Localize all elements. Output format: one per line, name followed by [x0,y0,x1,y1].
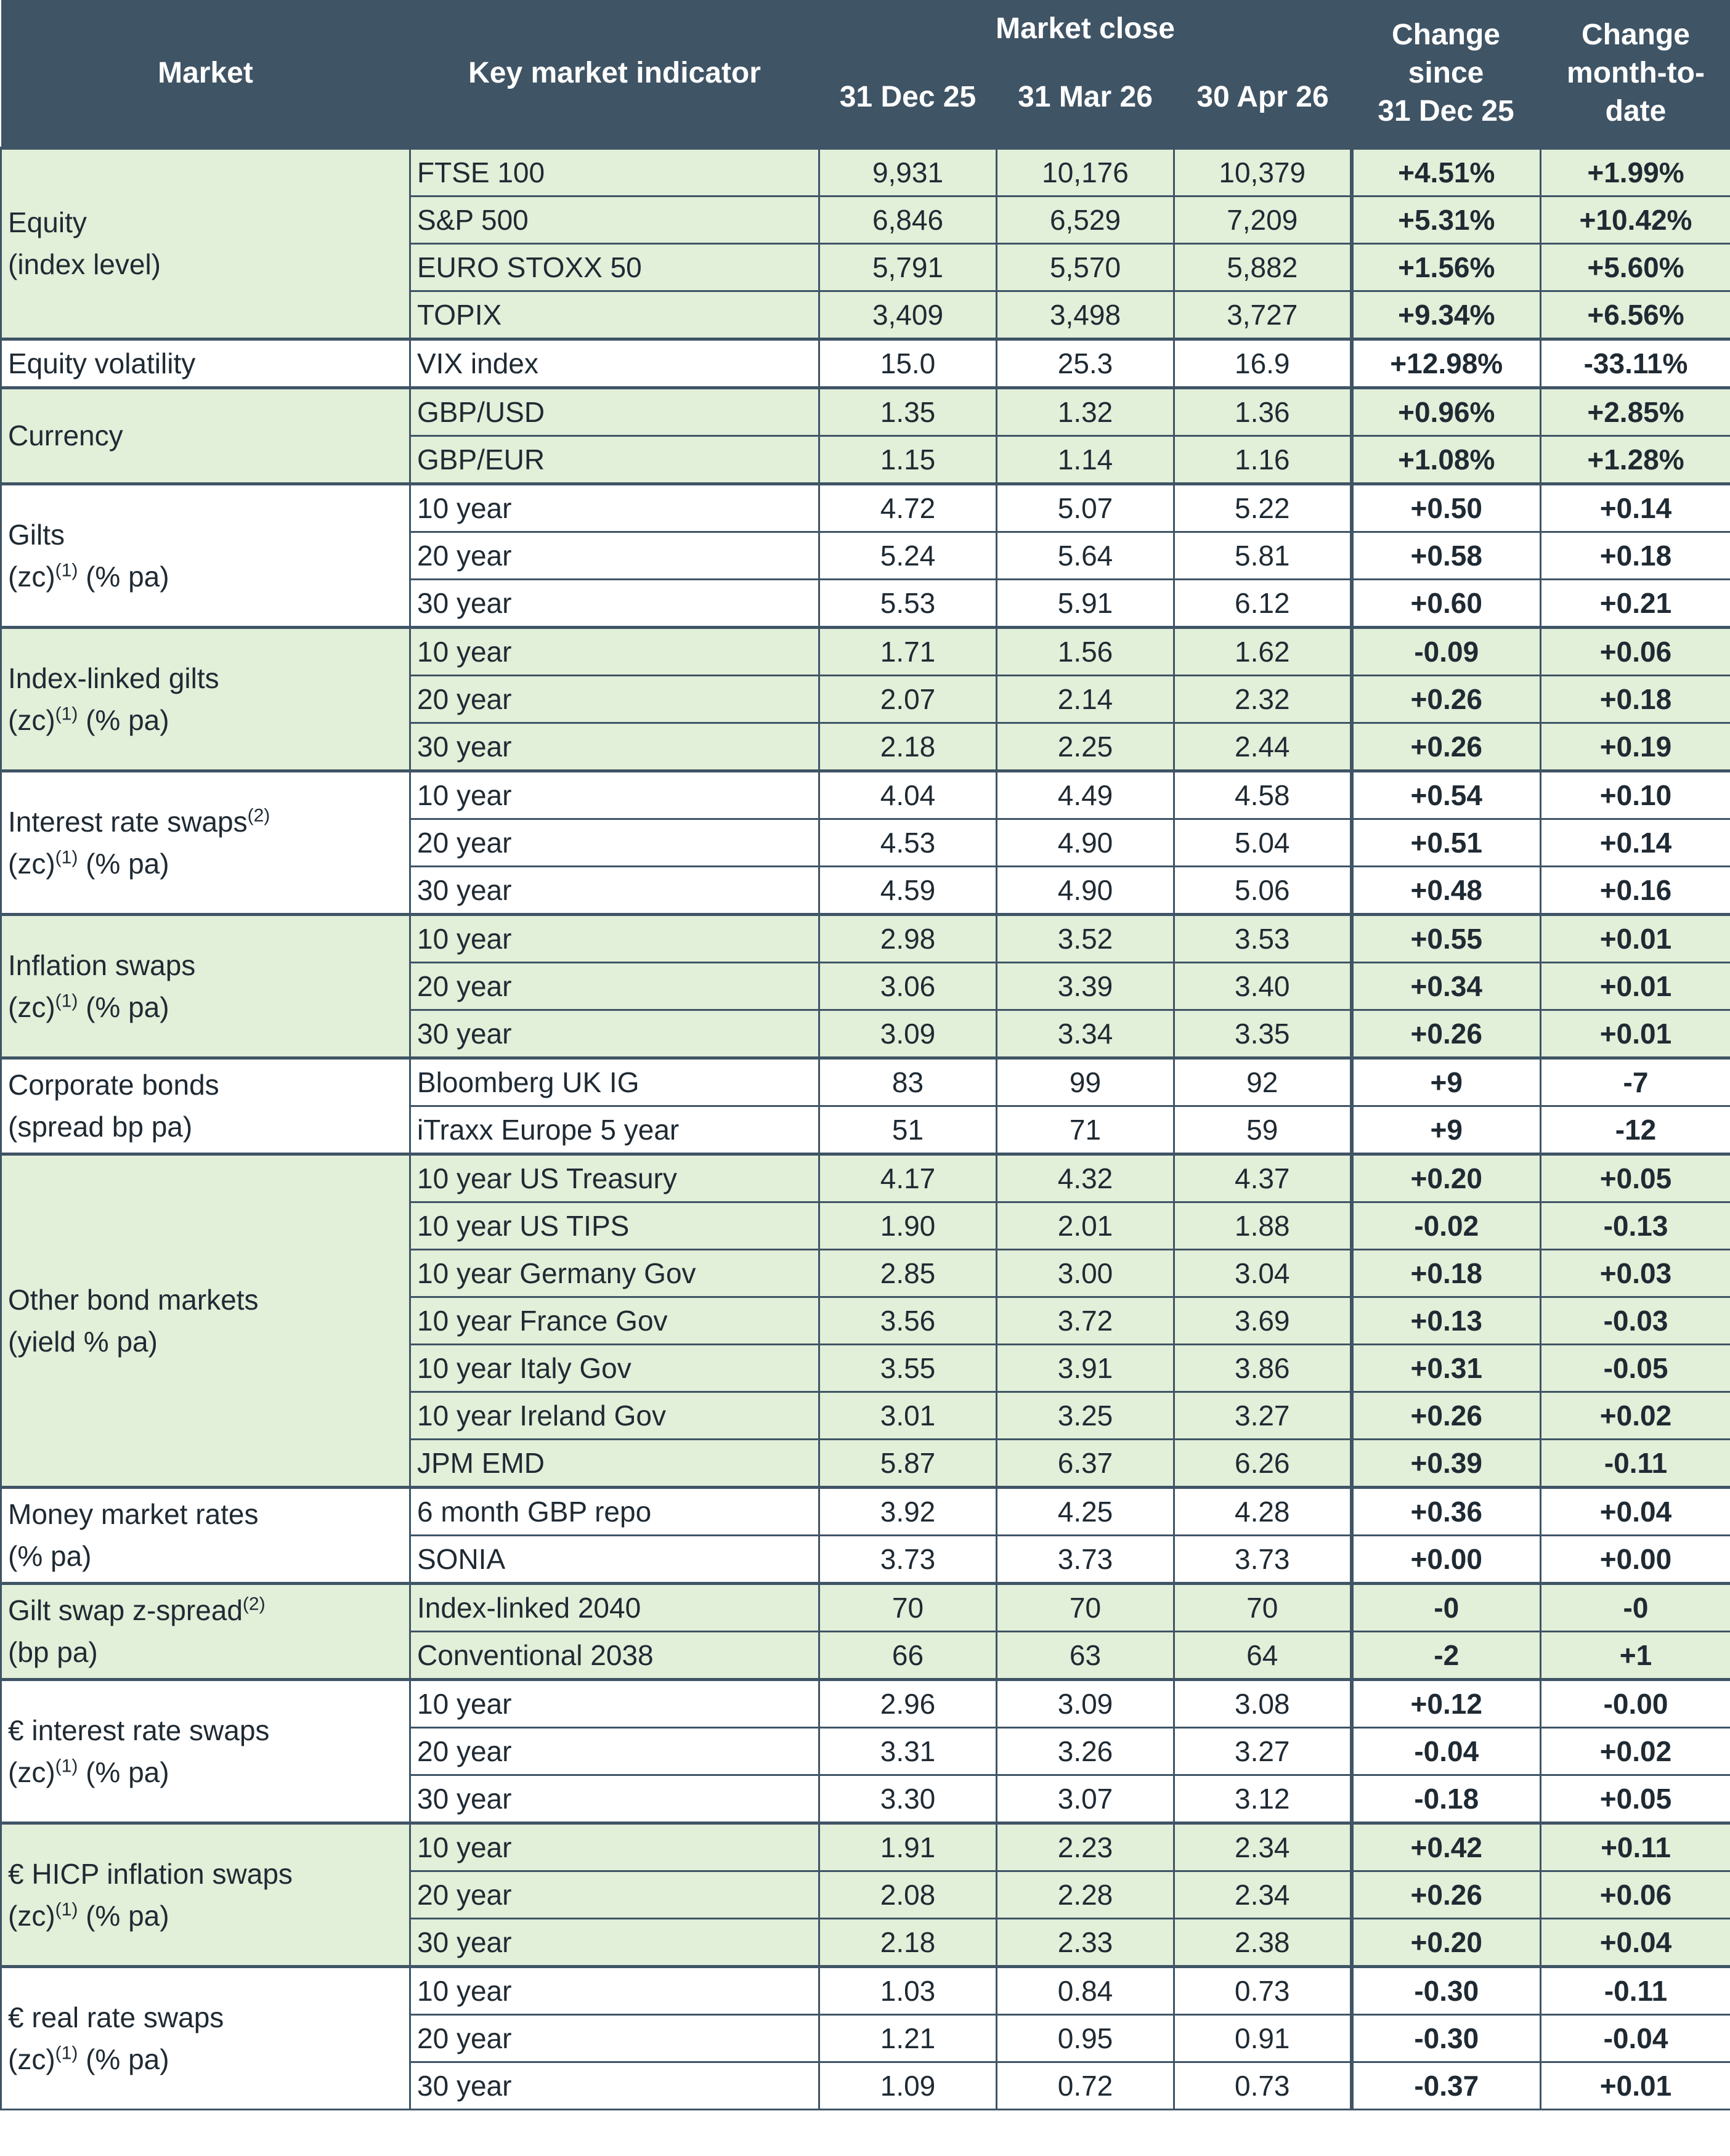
value-31-mar-26: 2.01 [997,1202,1174,1249]
footnote-ref: (1) [55,847,78,868]
value-31-dec-25: 70 [819,1583,997,1631]
value-31-dec-25: 2.18 [819,1918,997,1966]
value-31-dec-25: 5.24 [819,532,997,579]
value-30-apr-26: 2.38 [1174,1918,1352,1966]
indicator-cell: 30 year [410,866,819,914]
change-since-31-dec-25: +12.98% [1352,339,1541,387]
value-30-apr-26: 3.53 [1174,914,1352,962]
value-31-dec-25: 5,791 [819,243,997,291]
table-body [1,148,1730,2109]
value-31-mar-26: 6.37 [997,1439,1174,1487]
value-30-apr-26: 1.16 [1174,436,1352,484]
change-month-to-date: +0.21 [1541,579,1730,627]
value-31-dec-25: 4.59 [819,866,997,914]
value-31-mar-26: 71 [997,1106,1174,1154]
change-since-31-dec-25: +9.34% [1352,291,1541,339]
change-since-31-dec-25: +0.26 [1352,1871,1541,1918]
value-30-apr-26: 7,209 [1174,196,1352,243]
change-since-31-dec-25: +0.26 [1352,675,1541,723]
value-31-mar-26: 0.95 [997,2014,1174,2062]
indicator-cell: 30 year [410,1918,819,1966]
value-31-dec-25: 4.04 [819,771,997,819]
value-30-apr-26: 3.27 [1174,1727,1352,1775]
market-label: € interest rate swaps (zc)$^{(1)}$ (% pa) [1,1679,410,1823]
value-31-mar-26: 2.28 [997,1871,1174,1918]
change-since-31-dec-25: +0.26 [1352,1392,1541,1439]
change-month-to-date: +0.01 [1541,914,1730,962]
value-30-apr-26: 92 [1174,1058,1352,1106]
change-month-to-date: +0.11 [1541,1823,1730,1871]
change-month-to-date: +0.02 [1541,1727,1730,1775]
table-row [1,1154,1730,1202]
value-31-mar-26: 3.39 [997,962,1174,1010]
value-31-dec-25: 6,846 [819,196,997,243]
value-31-dec-25: 51 [819,1106,997,1154]
header-change-since: Change since 31 Dec 25 [1352,0,1541,148]
change-since-31-dec-25: -0.02 [1352,1202,1541,1249]
value-31-dec-25: 1.03 [819,1966,997,2014]
indicator-cell: 20 year [410,819,819,866]
indicator-cell: 10 year France Gov [410,1297,819,1344]
value-30-apr-26: 0.73 [1174,2062,1352,2109]
table-row [1,1966,1730,2014]
value-31-dec-25: 1.71 [819,627,997,675]
value-31-mar-26: 25.3 [997,339,1174,387]
table-row [1,914,1730,962]
change-month-to-date: -0.00 [1541,1679,1730,1727]
change-since-31-dec-25: -0.18 [1352,1775,1541,1823]
value-31-mar-26: 70 [997,1583,1174,1631]
value-31-dec-25: 2.18 [819,723,997,771]
change-since-31-dec-25: +0.96% [1352,387,1541,436]
value-31-dec-25: 3.56 [819,1297,997,1344]
value-31-mar-26: 5.64 [997,532,1174,579]
change-since-31-dec-25: +0.58 [1352,532,1541,579]
value-30-apr-26: 5.81 [1174,532,1352,579]
change-month-to-date: +0.06 [1541,627,1730,675]
indicator-cell: FTSE 100 [410,148,819,196]
indicator-cell: 10 year Ireland Gov [410,1392,819,1439]
value-31-mar-26: 99 [997,1058,1174,1106]
change-since-31-dec-25: +1.56% [1352,243,1541,291]
value-30-apr-26: 70 [1174,1583,1352,1631]
table-row [1,627,1730,675]
value-31-mar-26: 4.32 [997,1154,1174,1202]
change-since-31-dec-25: +0.39 [1352,1439,1541,1487]
change-month-to-date: +2.85% [1541,387,1730,436]
value-31-dec-25: 1.90 [819,1202,997,1249]
market-label: Corporate bonds (spread bp pa) [1,1058,410,1154]
value-31-mar-26: 3.09 [997,1679,1174,1727]
value-31-dec-25: 3.92 [819,1487,997,1535]
change-since-31-dec-25: +0.42 [1352,1823,1541,1871]
value-30-apr-26: 3.40 [1174,962,1352,1010]
value-31-dec-25: 2.85 [819,1249,997,1297]
change-since-31-dec-25: +0.55 [1352,914,1541,962]
value-31-dec-25: 1.15 [819,436,997,484]
change-month-to-date: -0.04 [1541,2014,1730,2062]
value-31-dec-25: 66 [819,1631,997,1679]
indicator-cell: Bloomberg UK IG [410,1058,819,1106]
table-row [1,771,1730,819]
change-since-31-dec-25: +4.51% [1352,148,1541,196]
change-since-31-dec-25: -0.30 [1352,1966,1541,2014]
indicator-cell: 10 year US TIPS [410,1202,819,1249]
value-31-mar-26: 0.84 [997,1966,1174,2014]
value-31-mar-26: 5.07 [997,484,1174,532]
value-30-apr-26: 10,379 [1174,148,1352,196]
value-31-dec-25: 3.06 [819,962,997,1010]
change-month-to-date: +0.01 [1541,1010,1730,1058]
indicator-cell: 10 year [410,1966,819,2014]
value-31-mar-26: 4.90 [997,866,1174,914]
market-label: € HICP inflation swaps (zc)$^{(1)}$ (% pa) [1,1823,410,1966]
change-month-to-date: +0.04 [1541,1487,1730,1535]
indicator-cell: 10 year [410,771,819,819]
value-30-apr-26: 64 [1174,1631,1352,1679]
indicator-cell: 10 year Italy Gov [410,1344,819,1392]
change-month-to-date: +0.02 [1541,1392,1730,1439]
value-31-dec-25: 1.21 [819,2014,997,2062]
change-month-to-date: -0.11 [1541,1966,1730,2014]
value-30-apr-26: 2.34 [1174,1871,1352,1918]
value-31-mar-26: 3.00 [997,1249,1174,1297]
value-30-apr-26: 6.12 [1174,579,1352,627]
header-market-close: Market close [819,0,1352,48]
indicator-cell: 30 year [410,1775,819,1823]
indicator-cell: 20 year [410,962,819,1010]
change-since-31-dec-25: +0.31 [1352,1344,1541,1392]
value-30-apr-26: 1.36 [1174,387,1352,436]
change-since-31-dec-25: +9 [1352,1058,1541,1106]
change-month-to-date: +0.14 [1541,484,1730,532]
value-30-apr-26: 4.37 [1174,1154,1352,1202]
change-since-31-dec-25: +0.00 [1352,1535,1541,1583]
indicator-cell: 10 year [410,914,819,962]
change-month-to-date: +1.99% [1541,148,1730,196]
value-30-apr-26: 3.08 [1174,1679,1352,1727]
change-month-to-date: +10.42% [1541,196,1730,243]
change-month-to-date: -0.05 [1541,1344,1730,1392]
value-31-dec-25: 5.87 [819,1439,997,1487]
value-31-dec-25: 3.01 [819,1392,997,1439]
table-row [1,1823,1730,1871]
value-31-dec-25: 4.72 [819,484,997,532]
change-since-31-dec-25: +0.20 [1352,1918,1541,1966]
change-month-to-date: +0.06 [1541,1871,1730,1918]
value-31-mar-26: 1.32 [997,387,1174,436]
table-row [1,1487,1730,1535]
footnote-ref: (1) [55,991,78,1011]
change-since-31-dec-25: -2 [1352,1631,1541,1679]
change-month-to-date: +0.18 [1541,675,1730,723]
change-month-to-date: -0.13 [1541,1202,1730,1249]
value-31-mar-26: 3,498 [997,291,1174,339]
change-since-31-dec-25: +1.08% [1352,436,1541,484]
value-30-apr-26: 2.34 [1174,1823,1352,1871]
value-30-apr-26: 4.28 [1174,1487,1352,1535]
change-since-31-dec-25: +0.36 [1352,1487,1541,1535]
header-key-market-indicator: Key market indicator [410,0,819,148]
value-31-mar-26: 3.72 [997,1297,1174,1344]
footnote-ref: (1) [55,1756,78,1777]
change-month-to-date: +5.60% [1541,243,1730,291]
value-30-apr-26: 5.22 [1174,484,1352,532]
change-since-31-dec-25: -0.30 [1352,2014,1541,2062]
indicator-cell: 30 year [410,579,819,627]
change-month-to-date: +0.05 [1541,1775,1730,1823]
value-30-apr-26: 0.91 [1174,2014,1352,2062]
footnote-ref: (1) [55,560,78,581]
value-31-mar-26: 3.26 [997,1727,1174,1775]
change-since-31-dec-25: +0.34 [1352,962,1541,1010]
change-since-31-dec-25: +0.26 [1352,723,1541,771]
indicator-cell: 10 year [410,627,819,675]
change-month-to-date: -0 [1541,1583,1730,1631]
value-31-mar-26: 0.72 [997,2062,1174,2109]
value-31-dec-25: 9,931 [819,148,997,196]
change-month-to-date: +0.10 [1541,771,1730,819]
value-31-dec-25: 1.35 [819,387,997,436]
change-month-to-date: -7 [1541,1058,1730,1106]
indicator-cell: Conventional 2038 [410,1631,819,1679]
market-label: Inflation swaps (zc)$^{(1)}$ (% pa) [1,914,410,1058]
indicator-cell: GBP/EUR [410,436,819,484]
value-31-dec-25: 3.55 [819,1344,997,1392]
value-31-mar-26: 3.07 [997,1775,1174,1823]
value-31-mar-26: 4.49 [997,771,1174,819]
indicator-cell: 20 year [410,532,819,579]
change-month-to-date: +0.19 [1541,723,1730,771]
value-30-apr-26: 3.35 [1174,1010,1352,1058]
value-31-dec-25: 15.0 [819,339,997,387]
value-31-mar-26: 3.73 [997,1535,1174,1583]
change-month-to-date: +0.18 [1541,532,1730,579]
table-row [1,148,1730,196]
value-31-mar-26: 63 [997,1631,1174,1679]
change-month-to-date: +0.14 [1541,819,1730,866]
value-31-mar-26: 2.33 [997,1918,1174,1966]
value-30-apr-26: 1.62 [1174,627,1352,675]
value-31-dec-25: 4.17 [819,1154,997,1202]
indicator-cell: Index-linked 2040 [410,1583,819,1631]
market-label: Other bond markets (yield % pa) [1,1154,410,1487]
change-since-31-dec-25: +5.31% [1352,196,1541,243]
table-row [1,339,1730,387]
change-month-to-date: +1.28% [1541,436,1730,484]
value-31-mar-26: 1.14 [997,436,1174,484]
value-31-mar-26: 5.91 [997,579,1174,627]
value-31-dec-25: 2.07 [819,675,997,723]
value-30-apr-26: 3.12 [1174,1775,1352,1823]
value-31-dec-25: 4.53 [819,819,997,866]
footnote-ref: (2) [242,1594,266,1615]
market-label: Gilt swap z-spread$^{(2)}$ (bp pa) [1,1583,410,1679]
change-month-to-date: +0.05 [1541,1154,1730,1202]
indicator-cell: 10 year [410,1679,819,1727]
value-31-dec-25: 1.09 [819,2062,997,2109]
value-30-apr-26: 3.27 [1174,1392,1352,1439]
value-31-mar-26: 2.14 [997,675,1174,723]
value-31-mar-26: 3.34 [997,1010,1174,1058]
value-30-apr-26: 16.9 [1174,339,1352,387]
change-since-31-dec-25: +0.26 [1352,1010,1541,1058]
indicator-cell: 10 year [410,1823,819,1871]
footnote-ref: (1) [55,2043,78,2064]
change-month-to-date: +0.01 [1541,962,1730,1010]
change-month-to-date: -33.11% [1541,339,1730,387]
market-label: Gilts (zc)$^{(1)}$ (% pa) [1,484,410,627]
value-30-apr-26: 3.04 [1174,1249,1352,1297]
change-since-31-dec-25: +0.13 [1352,1297,1541,1344]
value-31-dec-25: 3.73 [819,1535,997,1583]
market-label: Index-linked gilts (zc)$^{(1)}$ (% pa) [1,627,410,771]
value-31-dec-25: 3.09 [819,1010,997,1058]
value-31-dec-25: 5.53 [819,579,997,627]
indicator-cell: 30 year [410,1010,819,1058]
change-since-31-dec-25: +0.51 [1352,819,1541,866]
change-month-to-date: +0.16 [1541,866,1730,914]
change-month-to-date: +0.01 [1541,2062,1730,2109]
value-31-mar-26: 5,570 [997,243,1174,291]
header-date-1: 31 Dec 25 [819,48,997,148]
value-31-mar-26: 3.25 [997,1392,1174,1439]
value-30-apr-26: 3.69 [1174,1297,1352,1344]
value-31-mar-26: 6,529 [997,196,1174,243]
value-30-apr-26: 3.86 [1174,1344,1352,1392]
indicator-cell: 10 year [410,484,819,532]
indicator-cell: SONIA [410,1535,819,1583]
value-31-dec-25: 2.08 [819,1871,997,1918]
value-30-apr-26: 0.73 [1174,1966,1352,2014]
value-31-dec-25: 83 [819,1058,997,1106]
table-row [1,387,1730,436]
market-label: Currency [1,387,410,484]
value-30-apr-26: 4.58 [1174,771,1352,819]
value-30-apr-26: 3.73 [1174,1535,1352,1583]
indicator-cell: iTraxx Europe 5 year [410,1106,819,1154]
value-30-apr-26: 5.06 [1174,866,1352,914]
change-since-31-dec-25: +0.54 [1352,771,1541,819]
value-30-apr-26: 6.26 [1174,1439,1352,1487]
change-since-31-dec-25: +0.60 [1352,579,1541,627]
indicator-cell: GBP/USD [410,387,819,436]
market-label: Equity (index level) [1,148,410,339]
value-31-mar-26: 3.91 [997,1344,1174,1392]
change-month-to-date: +6.56% [1541,291,1730,339]
change-since-31-dec-25: +0.18 [1352,1249,1541,1297]
header-date-3: 30 Apr 26 [1174,48,1352,148]
value-30-apr-26: 5,882 [1174,243,1352,291]
value-31-dec-25: 1.91 [819,1823,997,1871]
change-since-31-dec-25: +0.12 [1352,1679,1541,1727]
table-row [1,1058,1730,1106]
indicator-cell: 20 year [410,675,819,723]
change-month-to-date: +0.04 [1541,1918,1730,1966]
table-row [1,1679,1730,1727]
table-row [1,1583,1730,1631]
value-31-dec-25: 2.96 [819,1679,997,1727]
header-date-2: 31 Mar 26 [997,48,1174,148]
change-month-to-date: +1 [1541,1631,1730,1679]
footnote-ref: (2) [247,805,270,826]
table-header [1,0,1730,148]
market-label: Interest rate swaps$^{(2)}$ (zc)$^{(1)}$ (% pa) [1,771,410,914]
change-since-31-dec-25: -0.37 [1352,2062,1541,2109]
indicator-cell: VIX index [410,339,819,387]
value-30-apr-26: 5.04 [1174,819,1352,866]
indicator-cell: 20 year [410,1871,819,1918]
change-since-31-dec-25: +0.20 [1352,1154,1541,1202]
indicator-cell: 10 year Germany Gov [410,1249,819,1297]
header-market: Market [1,0,410,148]
value-30-apr-26: 2.32 [1174,675,1352,723]
value-31-mar-26: 4.25 [997,1487,1174,1535]
value-31-dec-25: 3.31 [819,1727,997,1775]
change-since-31-dec-25: +0.48 [1352,866,1541,914]
value-30-apr-26: 59 [1174,1106,1352,1154]
market-label: Money market rates (% pa) [1,1487,410,1583]
table-row [1,484,1730,532]
change-since-31-dec-25: +0.50 [1352,484,1541,532]
value-30-apr-26: 2.44 [1174,723,1352,771]
indicator-cell: EURO STOXX 50 [410,243,819,291]
indicator-cell: 20 year [410,1727,819,1775]
market-label: € real rate swaps (zc)$^{(1)}$ (% pa) [1,1966,410,2109]
indicator-cell: S&P 500 [410,196,819,243]
indicator-cell: 20 year [410,2014,819,2062]
value-31-mar-26: 1.56 [997,627,1174,675]
indicator-cell: JPM EMD [410,1439,819,1487]
value-31-mar-26: 4.90 [997,819,1174,866]
change-month-to-date: +0.03 [1541,1249,1730,1297]
indicator-cell: 6 month GBP repo [410,1487,819,1535]
indicator-cell: 30 year [410,2062,819,2109]
indicator-cell: TOPIX [410,291,819,339]
value-31-dec-25: 3,409 [819,291,997,339]
change-month-to-date: -0.11 [1541,1439,1730,1487]
value-31-mar-26: 2.23 [997,1823,1174,1871]
indicator-cell: 10 year US Treasury [410,1154,819,1202]
footnote-ref: (1) [55,703,78,724]
change-since-31-dec-25: -0.04 [1352,1727,1541,1775]
change-month-to-date: +0.00 [1541,1535,1730,1583]
footnote-ref: (1) [55,1899,78,1920]
change-since-31-dec-25: +9 [1352,1106,1541,1154]
value-30-apr-26: 3,727 [1174,291,1352,339]
value-31-mar-26: 10,176 [997,148,1174,196]
header-change-month-to-date: Change month-to- date [1541,0,1730,148]
change-since-31-dec-25: -0 [1352,1583,1541,1631]
value-31-mar-26: 2.25 [997,723,1174,771]
change-since-31-dec-25: -0.09 [1352,627,1541,675]
value-31-dec-25: 3.30 [819,1775,997,1823]
market-label: Equity volatility [1,339,410,387]
value-31-dec-25: 2.98 [819,914,997,962]
indicator-cell: 30 year [410,723,819,771]
value-30-apr-26: 1.88 [1174,1202,1352,1249]
value-31-mar-26: 3.52 [997,914,1174,962]
change-month-to-date: -12 [1541,1106,1730,1154]
change-month-to-date: -0.03 [1541,1297,1730,1344]
